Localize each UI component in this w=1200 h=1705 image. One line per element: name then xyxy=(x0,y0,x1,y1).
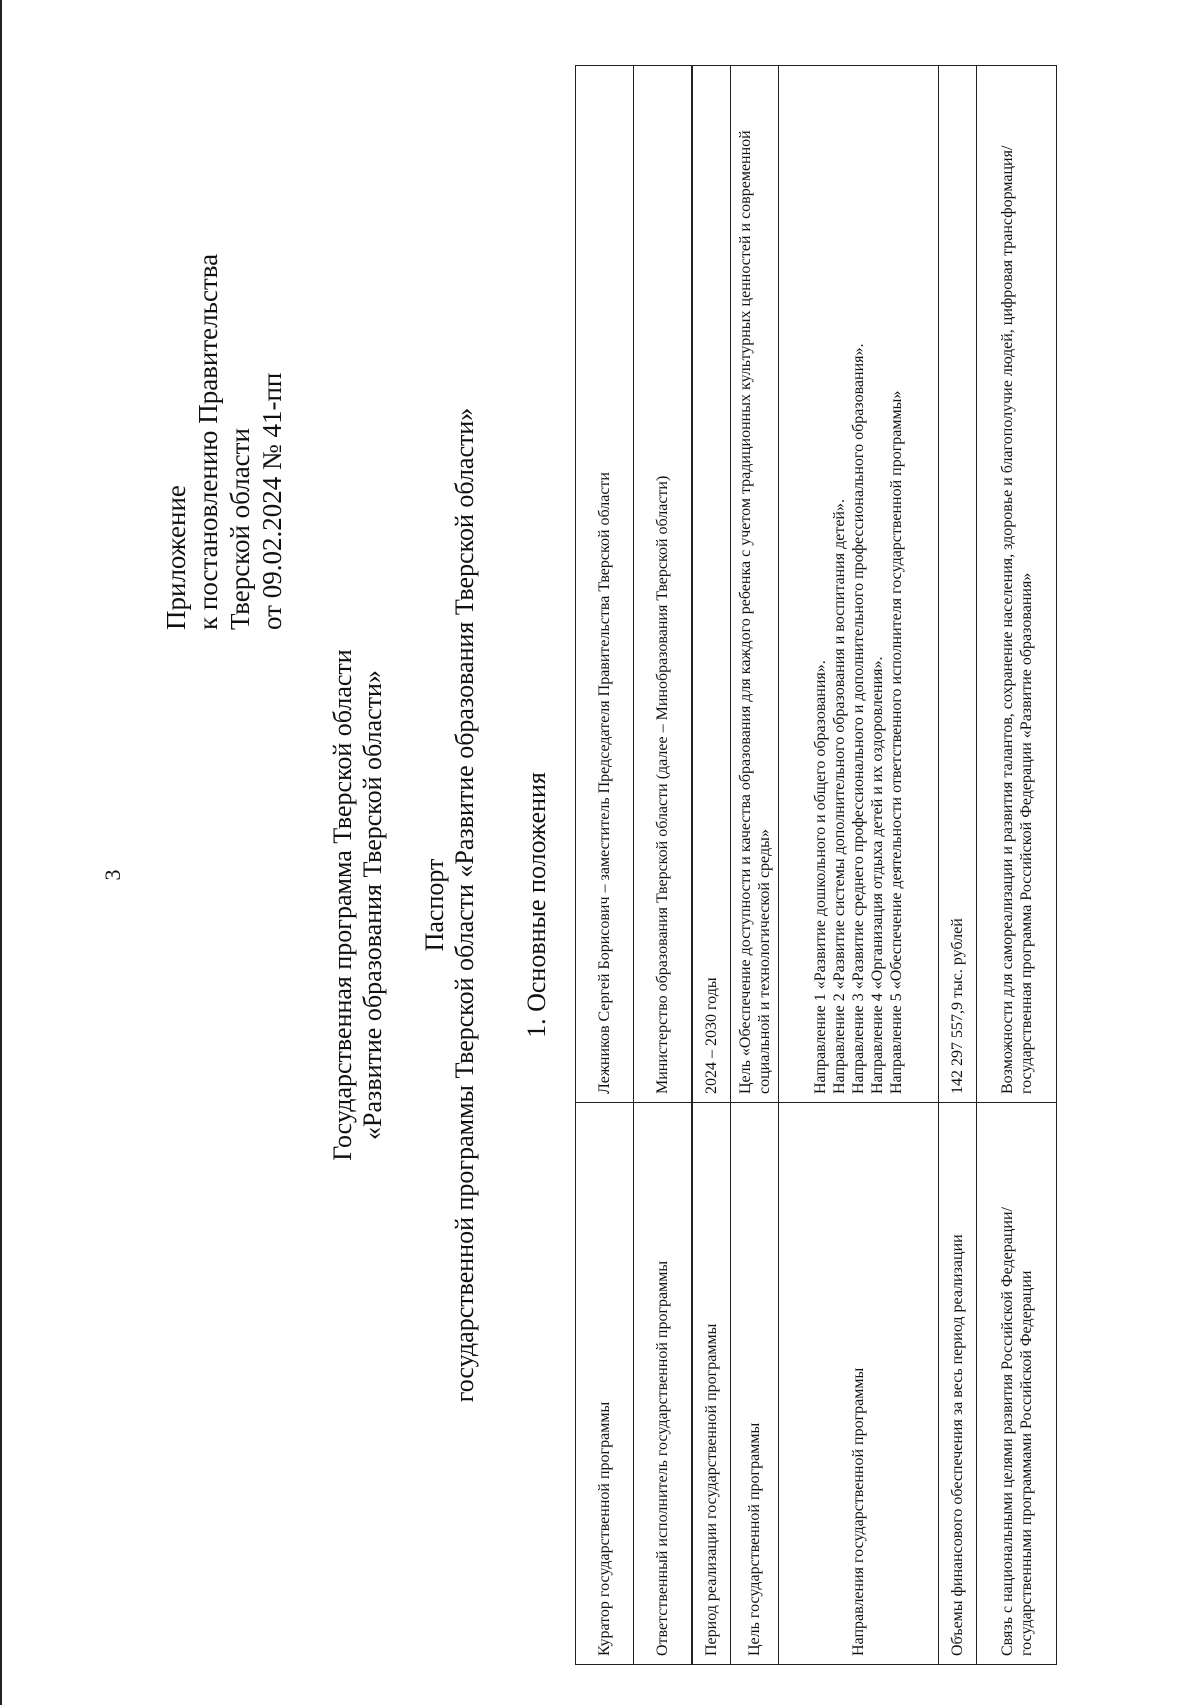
passport-heading-line: государственной программы Тверской области «Развитие образования Тверской области» xyxy=(450,407,479,1403)
table-cell-label: Ответственный исполнитель государственной программы xyxy=(634,1103,692,1665)
table-row xyxy=(731,66,779,1665)
approval-line: Приложение xyxy=(161,485,191,630)
table-cell-value: Лежников Сергей Борисович – заместитель Председателя Правительства Тверской области xyxy=(576,66,634,1103)
approval-line: Тверской области xyxy=(225,428,255,630)
table-row xyxy=(779,66,939,1665)
table-row xyxy=(693,66,731,1665)
section-title: 1. Основные положения xyxy=(522,772,551,1038)
table-row xyxy=(576,66,634,1665)
program-title-line: Государственная программа Тверской области xyxy=(328,649,357,1161)
direction-item: Направление 3 «Развитие среднего профессионального и дополнительного профессионального образования». xyxy=(850,343,867,1094)
table-cell-label: Направления государственной программы xyxy=(779,1103,939,1665)
table-row xyxy=(634,66,692,1665)
table-cell-value: 2024 – 2030 годы xyxy=(693,66,731,1103)
page-number: 3 xyxy=(100,869,125,881)
approval-block xyxy=(160,30,288,630)
program-title-line: «Развитие образования Тверской области» xyxy=(358,670,387,1140)
direction-item: Направление 4 «Организация отдыха детей и их оздоровления». xyxy=(869,656,886,1094)
table-cell-value: Цель «Обеспечение доступности и качества образования для каждого ребенка с учетом традиционных культурных ценностей и современной социальной и технологической среды» xyxy=(731,66,779,1103)
table-cell-label: Связь с национальными целями развития Российской Федерации/ государственными программами Российской Федерации xyxy=(977,1103,1057,1665)
table-cell-value: Возможности для самореализации и развития талантов, сохранение населения, здоровье и благополучие людей, цифровая трансформация/государственная программа Российской Федерации «Развитие образования» xyxy=(977,66,1057,1103)
page-edge-line xyxy=(0,0,2,1705)
main-parameters-table xyxy=(692,65,1057,1665)
approval-line: от 09.02.2024 № 41-пп xyxy=(257,372,287,630)
table-cell-value: Министерство образования Тверской области (далее – Минобразования Тверской области) xyxy=(634,66,692,1103)
passport-heading xyxy=(420,255,480,1555)
table-cell-value xyxy=(779,66,939,1103)
passport-heading-line: Паспорт xyxy=(420,858,449,952)
direction-item: Направление 5 «Обеспечение деятельности ответственного исполнителя государственной программы» xyxy=(888,390,905,1094)
table-cell-label: Цель государственной программы xyxy=(731,1103,779,1665)
table-cell-label: Куратор государственной программы xyxy=(576,1103,634,1665)
program-title xyxy=(328,355,388,1455)
direction-item: Направление 1 «Развитие дошкольного и общего образования». xyxy=(812,660,829,1094)
table-cell-label: Период реализации государственной программы xyxy=(693,1103,731,1665)
approval-line: к постановлению Правительства xyxy=(193,253,223,630)
table-row xyxy=(977,66,1057,1665)
table-cell-label: Объемы финансового обеспечения за весь период реализации xyxy=(939,1103,977,1665)
curator-table xyxy=(575,65,692,1665)
table-cell-value: 142 297 557,9 тыс. рублей xyxy=(939,66,977,1103)
table-row xyxy=(939,66,977,1665)
direction-item: Направление 2 «Развитие системы дополнительного образования и воспитания детей». xyxy=(831,499,848,1094)
